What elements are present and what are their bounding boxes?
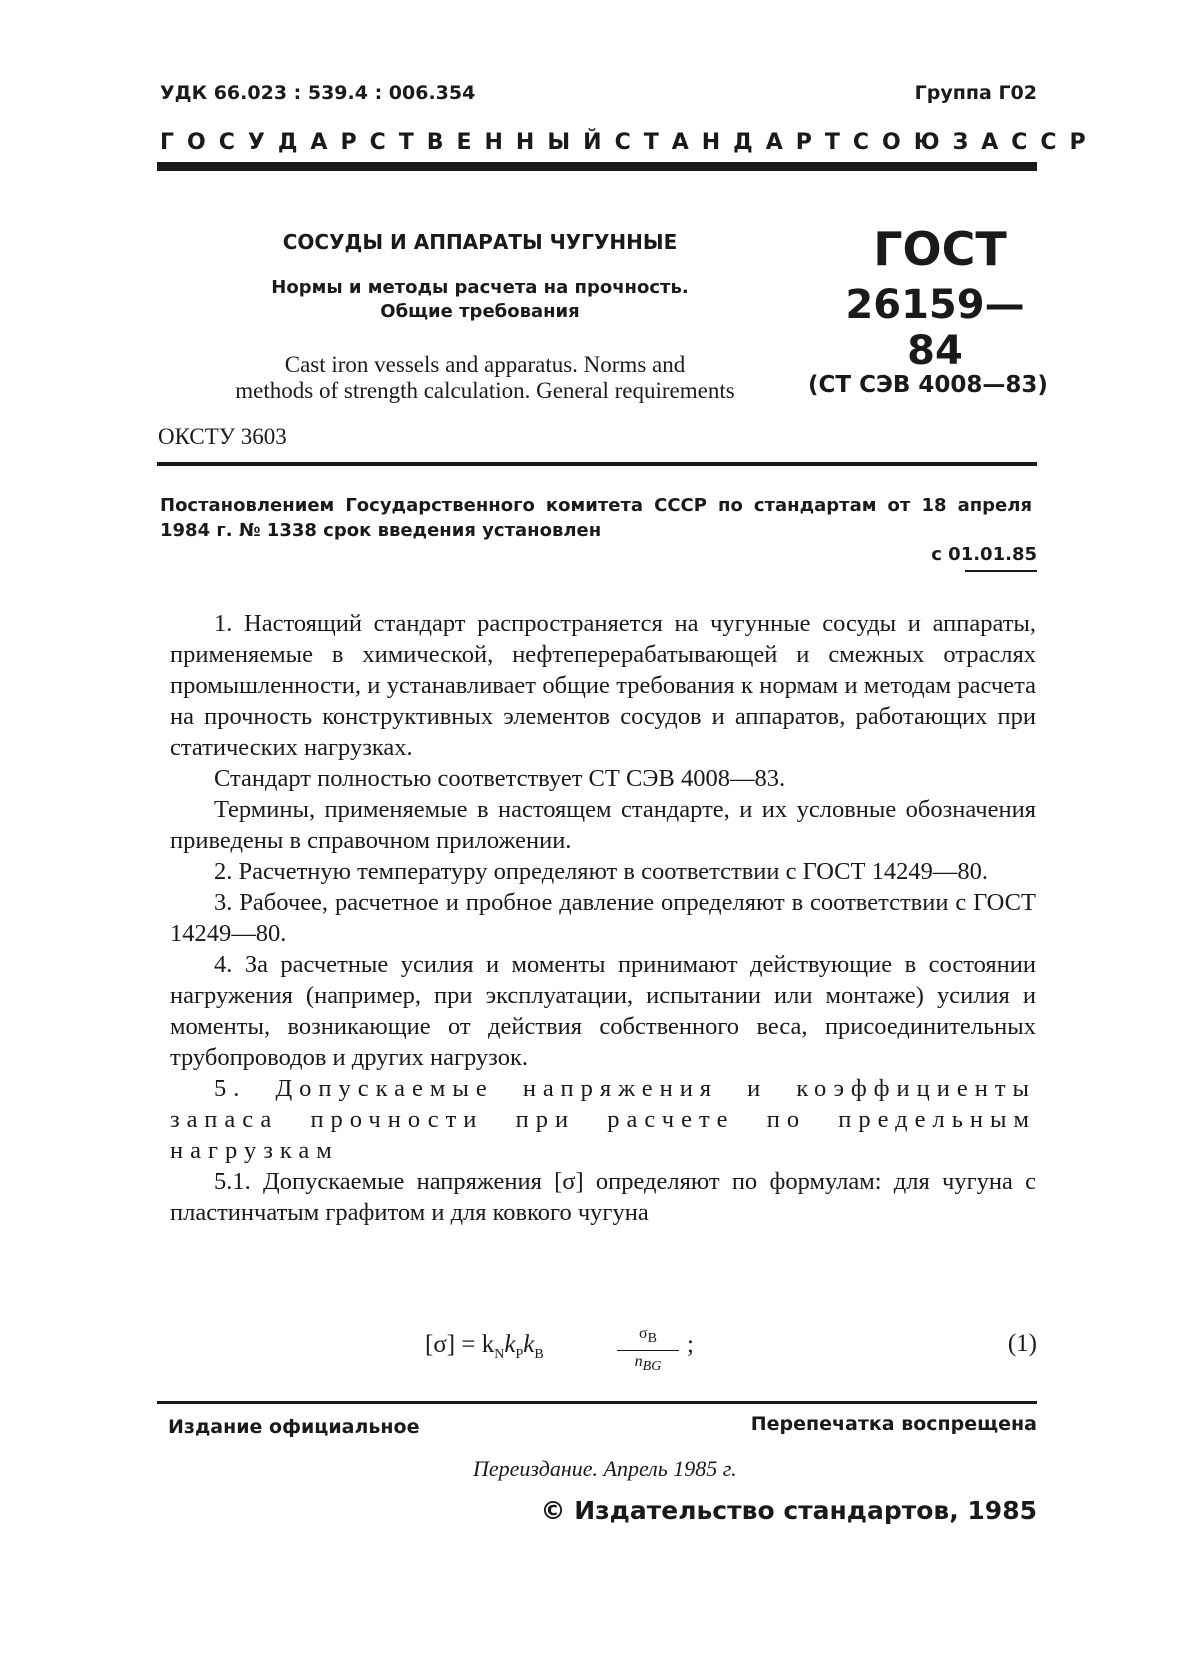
title-en [175,352,795,404]
paragraph-4: 2. Расчетную температуру определяют в соответствии с ГОСТ 14249—80. [214,858,988,885]
state-standard-banner [160,130,1099,155]
banner-word-4: ССР [1011,130,1099,155]
title-en-line-1: Cast iron vessels and apparatus. Norms and [284,352,686,377]
gost-number: 26159—84 [845,282,1025,374]
reprint-note: Перепечатка воспрещена [750,1413,1037,1435]
section-5-heading: 5. Допускаемые напряжения и коэффициенты запаса прочности при расчете по предельным нагрузкам [170,1075,1036,1164]
formula-fraction [617,1323,679,1378]
footer-divider [157,1401,1037,1404]
st-sev-reference: (СТ СЭВ 4008—83) [808,372,1048,398]
title-en-line-2: methods of strength calculation. General requirements [235,378,735,403]
title-divider [157,462,1037,466]
paragraph-5: 3. Рабочее, расчетное и пробное давление определяют в соответствии с ГОСТ 14249—80. [170,889,1036,947]
edition-note: Издание официальное [168,1416,420,1438]
okstu-code: ОКСТУ 3603 [158,424,287,449]
subtitle-line-1: Нормы и методы расчета на прочность. [271,277,689,298]
paragraph-2: Стандарт полностью соответствует СТ СЭВ 4008—83. [214,765,786,792]
decree-text: Постановлением Государственного комитета СССР по стандартам от 18 апреля 1984 г. № 1338 срок введения установлен [160,495,1032,541]
publisher-note: © Издательство стандартов, 1985 [540,1496,1037,1525]
udk-code: УДК 66.023 : 539.4 : 006.354 [160,82,476,104]
formula-semicolon: ; [687,1331,694,1358]
title-ru: СОСУДЫ И АППАРАТЫ ЧУГУННЫЕ [282,230,678,254]
banner-word-1: ГОСУДАРСТВЕННЫЙ [160,130,615,155]
formula-lhs: $[\sigma] = k_Nk_Pk_B$ [425,1331,544,1362]
paragraph-1: 1. Настоящий стандарт распространяется на чугунные сосуды и аппараты, применяемые в химической, нефтеперерабатывающей и смежных отраслях промышленности, и устанавливает общие требования к нормам и методам расчета на прочность конструктивных элементов сосудов и аппаратов, работающих при статических нагрузках. [170,610,1036,761]
body-text [170,608,1036,1228]
formula-numerator: $\sigma_B$ [617,1323,679,1351]
reissue-note: Переиздание. Апрель 1985 г. [473,1456,737,1481]
subtitle-ru [230,276,730,324]
header-divider [157,162,1037,171]
formula-number: (1) [1007,1330,1037,1357]
effective-date-underline [965,570,1037,572]
group-code: Группа Г02 [914,82,1037,104]
effective-date: с 01.01.85 [931,544,1037,565]
banner-word-3: СОЮЗА [852,130,1012,155]
banner-word-2: СТАНДАРТ [614,130,853,155]
formula-denominator: $n_{BG}$ [634,1353,662,1375]
subtitle-line-2: Общие требования [380,301,580,322]
paragraph-6: 4. За расчетные усилия и моменты принимают действующие в состоянии нагружения (например, при эксплуатации, испытании или монтаже) усилия и моменты, возникающие от действия собственного веса, присоединительных трубопроводов и других нагрузок. [170,951,1036,1071]
formula-1 [425,1323,725,1383]
gost-label: ГОСТ [873,222,1007,276]
paragraph-3: Термины, применяемые в настоящем стандарте, и их условные обозначения приведены в справочном приложении. [170,796,1036,854]
paragraph-5-1: 5.1. Допускаемые напряжения [σ] определяют по формулам: для чугуна с пластинчатым графитом и для ковкого чугуна [170,1168,1036,1226]
